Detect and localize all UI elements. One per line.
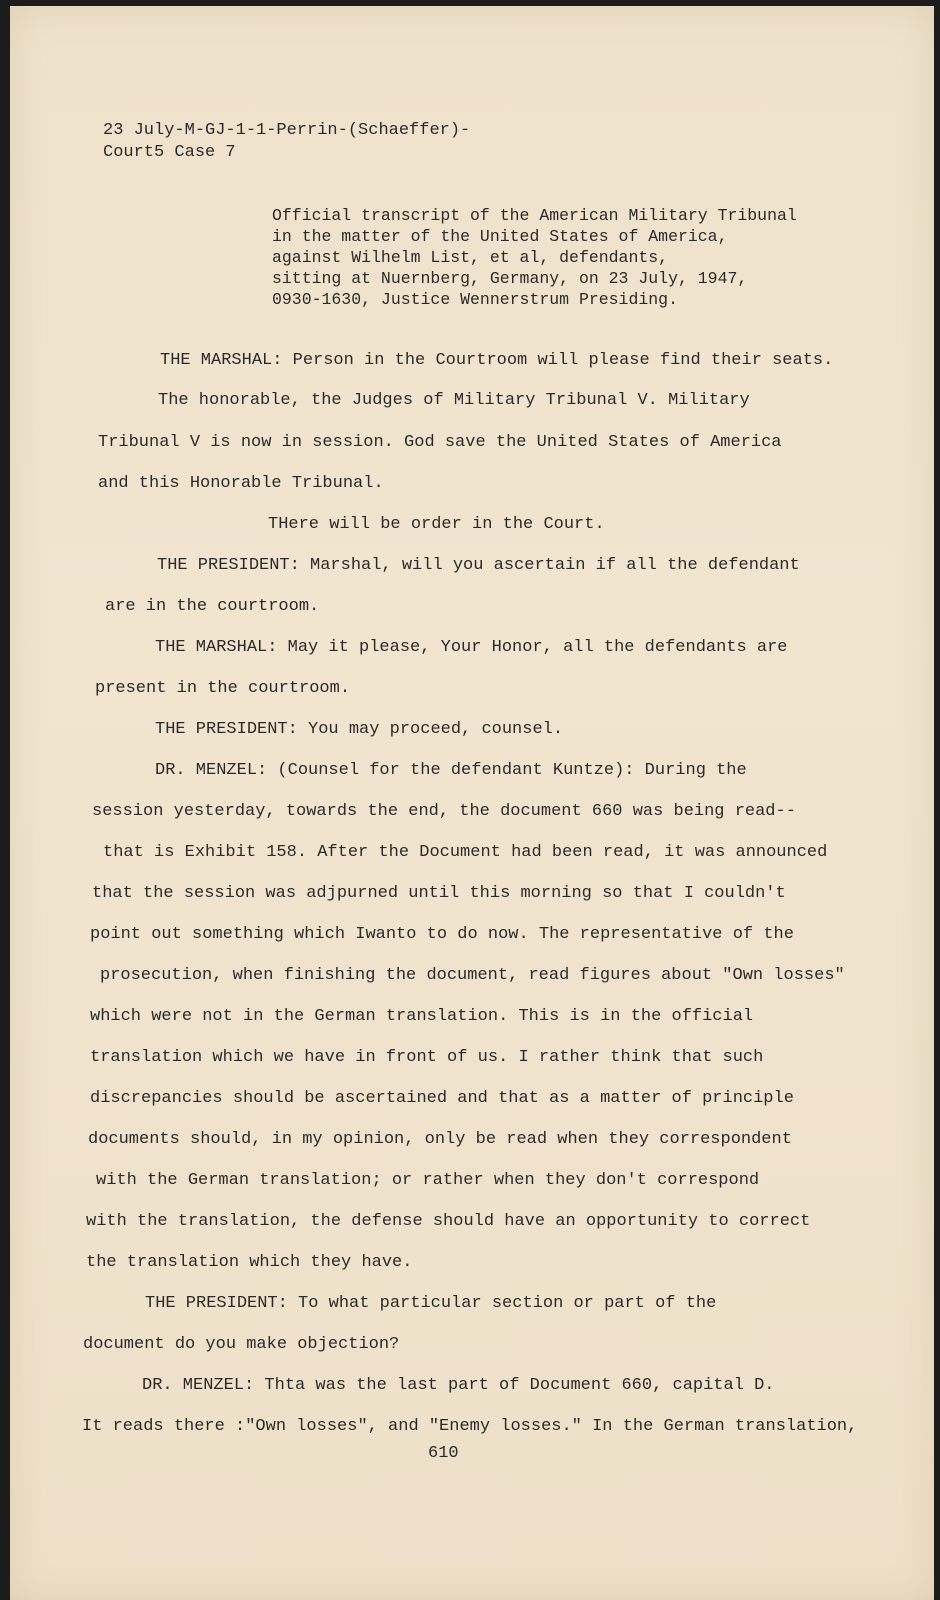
body-line: discrepancies should be ascertained and that as a matter of principle [90,1089,794,1108]
document-header [103,120,470,164]
body-line: The honorable, the Judges of Military Tribunal V. Military [158,391,750,410]
body-line: documents should, in my opinion, only be read when they correspondent [88,1130,792,1149]
body-line: point out something which Iwanto to do now. The representative of the [90,925,794,944]
body-line: that is Exhibit 158. After the Document had been read, it was announced [103,843,828,862]
caption-line: 0930-1630, Justice Wennerstrum Presiding. [272,290,678,309]
body-line: with the German translation; or rather when they don't correspond [96,1171,760,1190]
body-line: session yesterday, towards the end, the document 660 was being read-- [92,802,796,821]
caption-line: against Wilhelm List, et al, defendants, [272,248,669,267]
body-line: document do you make objection? [83,1335,400,1354]
caption-line: sitting at Nuernberg, Germany, on 23 July, 1947, [272,269,748,288]
body-line: translation which we have in front of us. I rather think that such [90,1048,764,1067]
page-number: 610 [428,1444,459,1463]
body-line: THE PRESIDENT: You may proceed, counsel. [155,720,564,739]
body-line: THE MARSHAL: Person in the Courtroom will please find their seats. [160,351,834,370]
document-page [10,6,934,1600]
body-line: are in the courtroom. [105,597,320,616]
body-line: THE PRESIDENT: To what particular section or part of the [145,1294,717,1313]
body-line: and this Honorable Tribunal. [98,474,384,493]
body-line: prosecution, when finishing the document, read figures about "Own losses" [100,966,845,985]
body-line: DR. MENZEL: (Counsel for the defendant Kuntze): During the [155,761,747,780]
body-line: It reads there :"Own losses", and "Enemy losses." In the German translation, [82,1417,858,1436]
body-line: with the translation, the defense should have an opportunity to correct [86,1212,811,1231]
body-line: THere will be order in the Court. [268,515,605,534]
caption-line: Official transcript of the American Military Tribunal [272,206,797,225]
body-line: that the session was adjpurned until this morning so that I couldn't [92,884,786,903]
caption-line: in the matter of the United States of America, [272,227,728,246]
body-line: THE MARSHAL: May it please, Your Honor, all the defendants are [155,638,788,657]
body-line: present in the courtroom. [95,679,351,698]
body-line: THE PRESIDENT: Marshal, will you ascertain if all the defendant [157,556,800,575]
body-line: which were not in the German translation. This is in the official [90,1007,754,1026]
body-line: Tribunal V is now in session. God save the United States of America [98,433,782,452]
header-line-2: Court5 Case 7 [103,143,236,162]
header-line-1: 23 July-M-GJ-1-1-Perrin-(Schaeffer)- [103,121,471,140]
body-line: the translation which they have. [86,1253,413,1272]
body-line: DR. MENZEL: Thta was the last part of Document 660, capital D. [142,1376,775,1395]
transcript-caption [272,205,797,310]
